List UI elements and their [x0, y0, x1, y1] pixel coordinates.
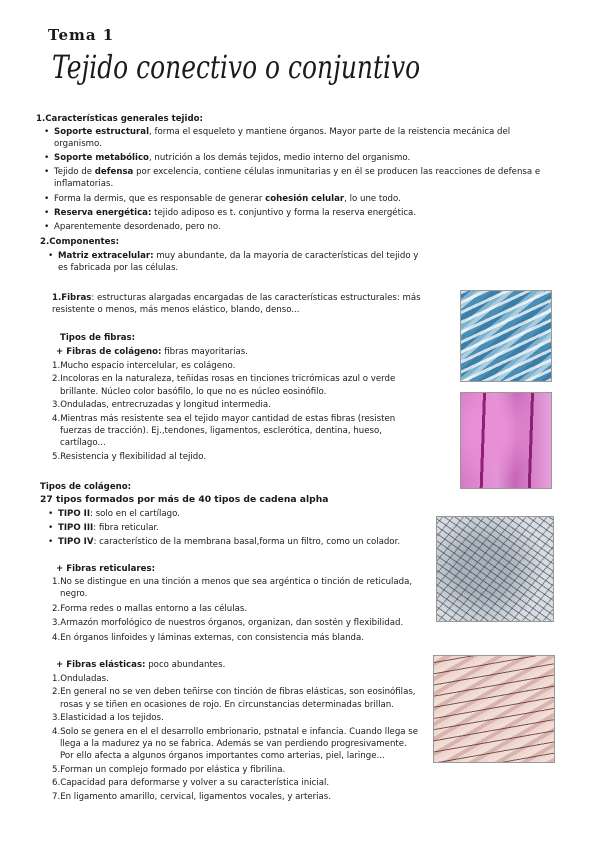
fibras-item: 1.Fibras: estructuras alargadas encargadas de las características estructurales: más resistente o menos, más menos elástico, blando, denso...	[52, 293, 421, 316]
bullet: •	[48, 251, 54, 261]
list-item: 4.En órganos linfoides y láminas externas, con consistencia más blanda.	[52, 632, 364, 643]
pink-stained-collagen-micrograph	[460, 392, 552, 489]
list-item: 3.Armazón morfológico de nuestros órganos, organizan, dan sostén y flexibilidad.	[52, 618, 404, 629]
reticular-fibers-micrograph	[436, 516, 554, 622]
bullet: •	[44, 194, 50, 204]
list-item: 3.Elasticidad a los tejidos.	[52, 713, 164, 724]
matrix-item: Matriz extracelular: muy abundante, da la mayoria de características del tejido y es fabricada por las células.	[58, 251, 419, 274]
reticulares-list	[52, 576, 432, 644]
list-item: 2.En general no se ven deben teñirse con tinción de fibras elásticas, son eosinófilas, rosas y se tiñen en ocasiones de rojo. En circunstancias determinadas brillan.	[52, 687, 416, 710]
list-item: 5.Forman un complejo formado por elástica y fibrilina.	[52, 764, 286, 775]
section1-item: Soporte estructural, forma el esqueleto y mantiene órganos. Mayor parte de la reistencia mecánica del organismo.	[54, 127, 511, 150]
list-item: 4.Solo se genera en el el desarrollo embrionario, pstnatal e infancia. Cuando llega se llega a la madurez ya no se fabrica. Además se van perdiendo progresivamente. Por ello afecta a algunos órganos importantes como arterias, piel, laringe...	[52, 726, 419, 762]
collagen-fibers-micrograph	[460, 290, 552, 382]
tipo-item: TIPO III: fibra reticular.	[58, 523, 159, 533]
tipos-colageno-subheading: 27 tipos formados por más de 40 tipos de cadena alpha	[40, 494, 329, 505]
colageno-heading: + Fibras de colágeno: fibras mayoritarias.	[56, 347, 249, 357]
list-item: 2.Forma redes o mallas entorno a las células.	[52, 603, 248, 614]
tipo-item: TIPO IV: característico de la membrana basal,forma un filtro, como un colador.	[58, 537, 401, 547]
bullet: •	[44, 153, 50, 163]
list-item: 1.Mucho espacio intercelular, es colágeno.	[52, 361, 236, 371]
bullet: •	[48, 537, 54, 547]
section1-heading: 1.Características generales tejido:	[36, 114, 203, 124]
topic-label: Tema 1	[48, 26, 115, 44]
list-item: 1.No se distingue en una tinción a menos que sea argéntica o tinción de reticulada, negro.	[52, 577, 413, 600]
list-item: 3.Onduladas, entrecruzadas y longitud intermedia.	[52, 400, 271, 411]
tipo-item: TIPO II: solo en el cartílago.	[58, 509, 180, 519]
bullet: •	[44, 222, 50, 232]
list-item: 4.Mientras más resistente sea el tejido mayor cantidad de estas fibras (resisten fuerzas de tracción). Ej.,tendones, ligamentos, esclerótica, dentina, hueso, cartílago...	[52, 413, 396, 449]
tipos-colageno-heading: Tipos de colágeno:	[40, 482, 132, 492]
elastic-fibers-micrograph	[433, 655, 555, 763]
bullet: •	[44, 167, 50, 177]
colageno-list	[52, 360, 424, 463]
section2-heading: 2.Componentes:	[40, 237, 120, 247]
reticulares-heading: + Fibras reticulares:	[56, 564, 156, 574]
section1-item: Reserva energética: tejido adiposo es t. conjuntivo y forma la reserva energética.	[54, 208, 417, 218]
section1-item: Tejido de defensa por excelencia, contiene células inmunitarias y en él se producen las reacciones de defensa e inflamatorias.	[54, 167, 541, 190]
bullet: •	[48, 523, 54, 533]
elasticas-list	[52, 673, 428, 803]
section1-item: Aparentemente desordenado, pero no.	[54, 222, 221, 232]
bullet: •	[44, 208, 50, 218]
list-item: 6.Capacidad para deformarse y volver a su característica inicial.	[52, 778, 330, 789]
list-item: 5.Resistencia y flexibilidad al tejido.	[52, 451, 207, 462]
section1-item: Soporte metabólico, nutrición a los demás tejidos, medio interno del organismo.	[54, 153, 411, 163]
list-item: 7.En ligamento amarillo, cervical, ligamentos vocales, y arterias.	[52, 791, 332, 802]
page-title: Tejido conectivo o conjuntivo	[52, 48, 421, 86]
section1-item: Forma la dermis, que es responsable de generar cohesión celular, lo une todo.	[54, 194, 401, 204]
tipos-fibras-heading: Tipos de fibras:	[60, 333, 136, 343]
bullet: •	[44, 127, 50, 137]
bullet: •	[48, 509, 54, 519]
elasticas-heading: + Fibras elásticas: poco abundantes.	[56, 660, 226, 670]
list-item: 2.Incoloras en la naturaleza, teñidas rosas en tinciones tricrómicas azul o verde brillante. Núcleo color basófilo, lo que no es núcleo eosinófilo.	[52, 374, 396, 397]
list-item: 1.Onduladas.	[52, 674, 109, 684]
